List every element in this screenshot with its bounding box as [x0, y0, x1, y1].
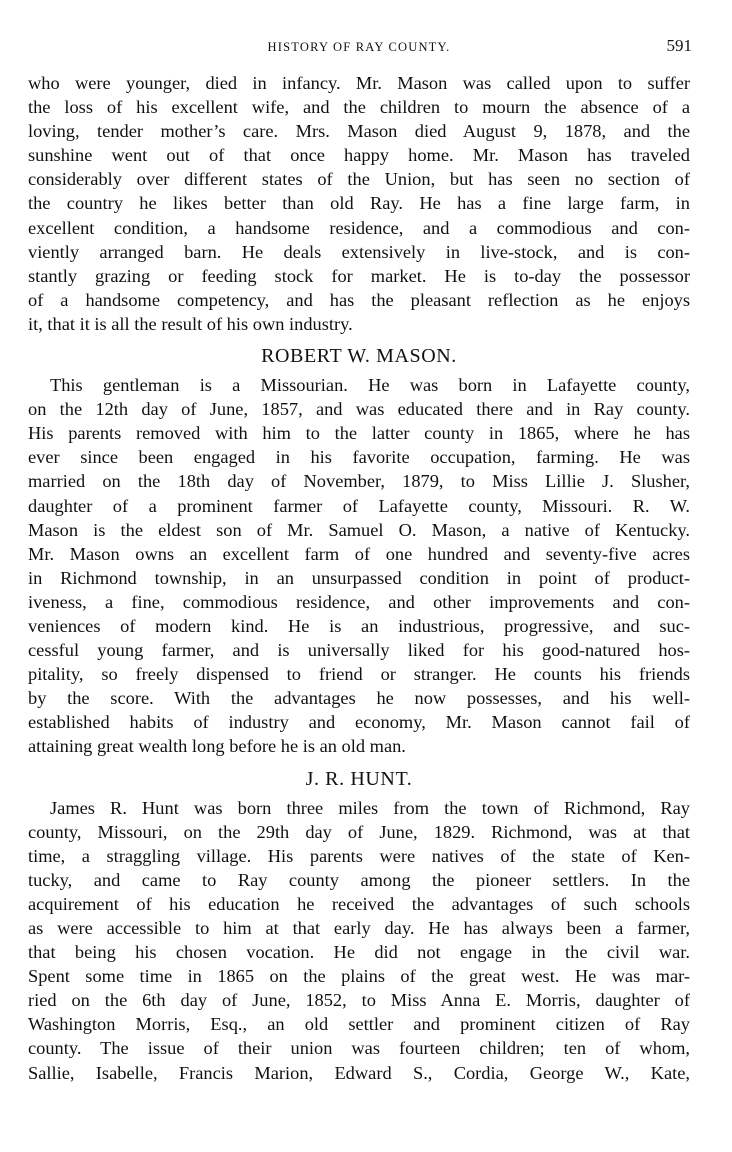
- text-line: viently arranged barn. He deals extensively in live-stock, and is con-: [28, 241, 690, 262]
- text-line: it, that it is all the result of his own industry.: [28, 313, 353, 334]
- text-line: This gentleman is a Missourian. He was born in Lafayette county,: [50, 375, 690, 396]
- text-line: established habits of industry and economy, Mr. Mason cannot fail of: [28, 712, 690, 733]
- section-heading-j-r-hunt: J. R. HUNT.: [305, 767, 413, 790]
- text-line: His parents removed with him to the latter county in 1865, where he has: [28, 423, 690, 444]
- text-line: attaining great wealth long before he is an old man.: [28, 736, 406, 757]
- text-line: veniences of modern kind. He is an industrious, progressive, and suc-: [28, 615, 690, 636]
- text-line: Spent some time in 1865 on the plains of the great west. He was mar-: [28, 966, 690, 987]
- text-line: ried on the 6th day of June, 1852, to Miss Anna E. Morris, daughter of: [28, 990, 690, 1011]
- text-line: on the 12th day of June, 1857, and was educated there and in Ray county.: [28, 399, 690, 420]
- page-number: 591: [666, 36, 692, 55]
- section-heading-robert-w-mason: ROBERT W. MASON.: [261, 345, 457, 368]
- text-line: tucky, and came to Ray county among the pioneer settlers. In the: [28, 869, 690, 890]
- text-line: Mr. Mason owns an excellent farm of one hundred and seventy-five acres: [28, 543, 690, 564]
- text-line: Mason is the eldest son of Mr. Samuel O. Mason, a native of Kentucky.: [28, 519, 690, 540]
- text-line: who were younger, died in infancy. Mr. Mason was called upon to suffer: [28, 73, 690, 93]
- text-line: considerably over different states of the Union, but has seen no section of: [28, 169, 690, 190]
- text-line: in Richmond township, in an unsurpassed condition in point of product-: [28, 567, 690, 588]
- text-line: stantly grazing or feeding stock for market. He is to-day the possessor: [28, 265, 690, 286]
- text-line: of a handsome competency, and has the pleasant reflection as he enjoys: [28, 289, 690, 310]
- text-line: cessful young farmer, and is universally liked for his good-natured hos-: [28, 640, 690, 661]
- text-line: time, a straggling village. His parents were natives of the state of Ken-: [28, 845, 690, 866]
- text-line: Sallie, Isabelle, Francis Marion, Edward S., Cordia, George W., Kate,: [28, 1062, 690, 1083]
- text-line: daughter of a prominent farmer of Lafayette county, Missouri. R. W.: [28, 495, 690, 516]
- text-line: by the score. With the advantages he now possesses, and his well-: [28, 688, 690, 709]
- paragraph-robert-w-mason: [28, 373, 690, 759]
- text-line: iveness, a fine, commodious residence, and other improvements and con-: [28, 591, 690, 612]
- text-line: excellent condition, a handsome residence, and a commodious and con-: [28, 217, 690, 238]
- text-line: the loss of his excellent wife, and the children to mourn the absence of a: [28, 97, 690, 118]
- text-line: ever since been engaged in his favorite occupation, farming. He was: [28, 447, 690, 468]
- body-text: [28, 71, 690, 1085]
- text-line: the country he likes better than old Ray. He has a fine large farm, in: [28, 193, 690, 214]
- text-line: sunshine went out of that once happy home. Mr. Mason has traveled: [28, 145, 690, 166]
- text-line: married on the 18th day of November, 1879, to Miss Lillie J. Slusher,: [28, 471, 690, 492]
- running-title: HISTORY OF RAY COUNTY.: [267, 40, 451, 54]
- text-line: Washington Morris, Esq., an old settler and prominent citizen of Ray: [28, 1014, 690, 1035]
- paragraph-mason-continued: [28, 71, 690, 336]
- text-line: county, Missouri, on the 29th day of June, 1829. Richmond, was at that: [28, 821, 690, 842]
- text-line: as were accessible to him at that early day. He has always been a farmer,: [28, 918, 690, 938]
- text-line: that being his chosen vocation. He did not engage in the civil war.: [28, 942, 690, 963]
- paragraph-j-r-hunt: [28, 796, 690, 1085]
- text-line: James R. Hunt was born three miles from the town of Richmond, Ray: [50, 797, 690, 818]
- text-line: county. The issue of their union was fourteen children; ten of whom,: [28, 1038, 690, 1059]
- text-line: loving, tender mother’s care. Mrs. Mason died August 9, 1878, and the: [28, 121, 690, 142]
- running-head: [28, 38, 690, 58]
- text-line: acquirement of his education he received the advantages of such schools: [28, 893, 690, 914]
- text-line: pitality, so freely dispensed to friend or stranger. He counts his friends: [28, 664, 690, 685]
